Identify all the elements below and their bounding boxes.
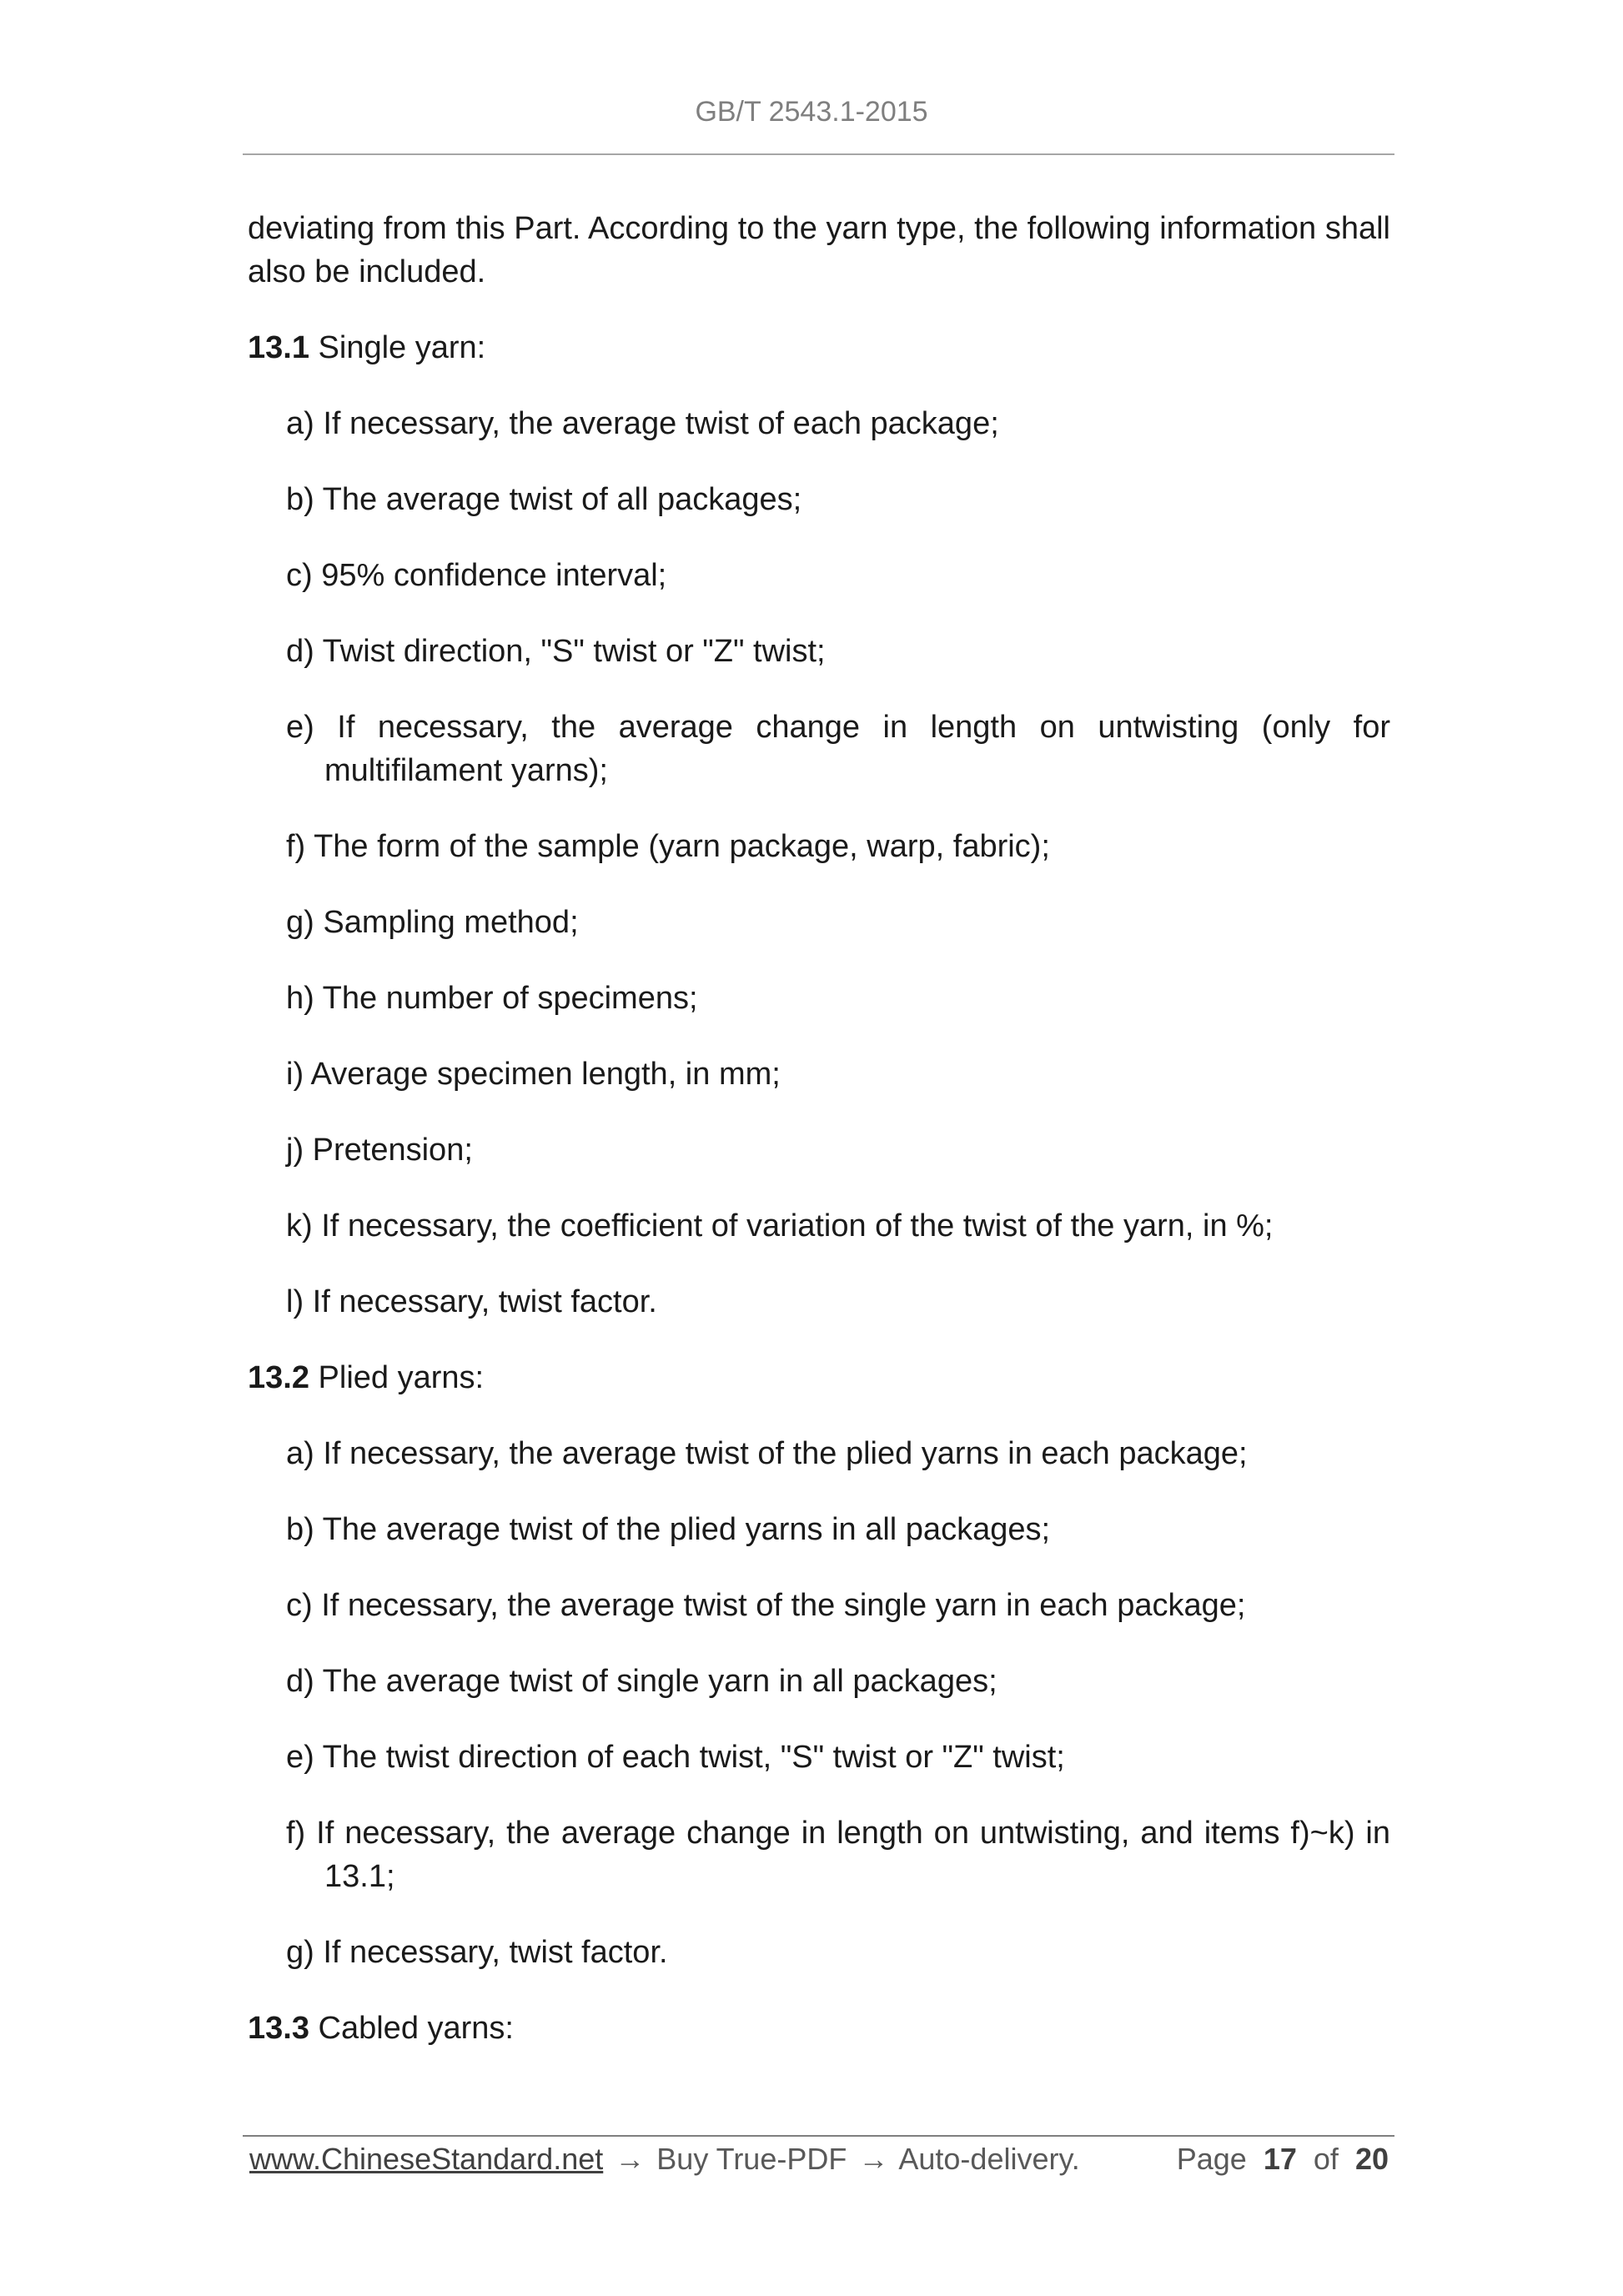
- arrow-right-icon: →: [615, 2142, 646, 2176]
- list-item: f) If necessary, the average change in length on untwisting, and items f)~k) in 13.1;: [286, 1816, 1390, 1894]
- section-heading-13-2: [248, 1356, 1390, 1399]
- section-heading-13-3: [248, 2007, 1390, 2050]
- section-title: Single yarn:: [318, 330, 486, 365]
- document-body: [248, 207, 1390, 2082]
- page-footer: [249, 2138, 1392, 2180]
- footer-step-delivery: Auto-delivery.: [898, 2142, 1080, 2176]
- list-item: a) If necessary, the average twist of the plied yarns in each package;: [286, 1436, 1248, 1471]
- list-item: d) The average twist of single yarn in all packages;: [286, 1664, 997, 1699]
- section-number: 13.3: [248, 2011, 309, 2046]
- list-item: c) If necessary, the average twist of the single yarn in each package;: [286, 1588, 1246, 1623]
- document-code: GB/T 2543.1-2015: [695, 96, 928, 128]
- total-pages-number: 20: [1354, 2142, 1389, 2176]
- list-item: e) If necessary, the average change in length on untwisting (only for multifilament yarns);: [286, 710, 1390, 788]
- page-of-label: of: [1313, 2142, 1339, 2176]
- list-item: f) The form of the sample (yarn package, warp, fabric);: [286, 829, 1050, 864]
- current-page-number: 17: [1263, 2142, 1297, 2176]
- section-title: Plied yarns:: [318, 1360, 485, 1395]
- arrow-right-icon: →: [858, 2142, 889, 2176]
- section-number: 13.2: [248, 1360, 309, 1395]
- list-item: h) The number of specimens;: [286, 981, 698, 1016]
- list-item: a) If necessary, the average twist of each package;: [286, 406, 999, 441]
- list-item: g) If necessary, twist factor.: [286, 1935, 668, 1970]
- section-heading-13-1: [248, 326, 1390, 369]
- footer-divider: [243, 2135, 1394, 2137]
- list-item: b) The average twist of the plied yarns in all packages;: [286, 1512, 1051, 1547]
- list-item: g) Sampling method;: [286, 905, 579, 940]
- website-link[interactable]: www.ChineseStandard.net: [249, 2142, 604, 2176]
- header-divider: [243, 153, 1394, 155]
- intro-paragraph: deviating from this Part. According to the yarn type, the following information shall also be included.: [248, 211, 1390, 289]
- list-item: j) Pretension;: [286, 1133, 473, 1168]
- page-indicator: [1177, 2138, 1389, 2180]
- section-number: 13.1: [248, 330, 309, 365]
- footer-promo: [249, 2138, 1080, 2180]
- list-item: b) The average twist of all packages;: [286, 482, 802, 517]
- list-item: d) Twist direction, "S" twist or "Z" twist;: [286, 634, 826, 669]
- list-item: e) The twist direction of each twist, "S" twist or "Z" twist;: [286, 1740, 1065, 1775]
- footer-step-buy: Buy True-PDF: [656, 2142, 847, 2176]
- list-item: k) If necessary, the coefficient of variation of the twist of the yarn, in %;: [286, 1208, 1274, 1243]
- list-item: l) If necessary, twist factor.: [286, 1284, 657, 1319]
- list-item: i) Average specimen length, in mm;: [286, 1057, 781, 1092]
- page-label: Page: [1176, 2142, 1247, 2176]
- list-item: c) 95% confidence interval;: [286, 558, 667, 593]
- section-title: Cabled yarns:: [318, 2011, 514, 2046]
- page-header: [0, 93, 1623, 130]
